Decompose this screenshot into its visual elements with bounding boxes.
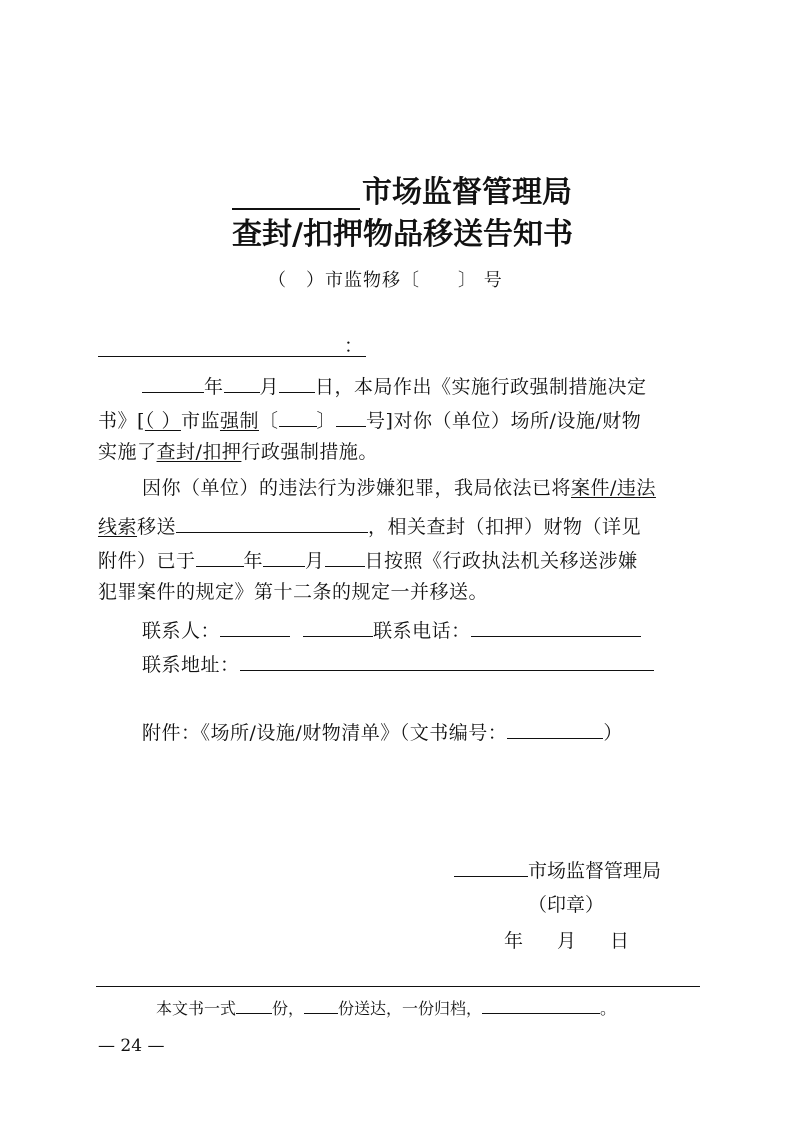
contact-person-blank-1[interactable] bbox=[220, 616, 290, 637]
year-blank[interactable] bbox=[142, 372, 204, 393]
para1-line3: 实施了查封/扣押行政强制措施。 bbox=[98, 441, 378, 463]
contact-person-blank-2[interactable] bbox=[303, 616, 373, 637]
recipient-colon: ： bbox=[344, 335, 364, 357]
para2-line3: 附件）已于 年 月 日按照《行政执法机关移送涉嫌 bbox=[98, 546, 638, 573]
agency-suffix: 市场监督管理局 bbox=[362, 175, 572, 210]
contact-person-row bbox=[142, 616, 641, 643]
attachment-row: 附件：《场所/设施/财物清单》（文书编号： ） bbox=[142, 718, 623, 745]
para2-line1: 因你（单位）的违法行为涉嫌犯罪，我局依法已将案件/违法 bbox=[142, 477, 656, 499]
para2-line2: 线索移送 ，相关查封（扣押）财物（详见 bbox=[98, 512, 641, 539]
document-number-blank[interactable] bbox=[507, 718, 603, 739]
copies-served-blank[interactable] bbox=[304, 996, 338, 1014]
month-blank[interactable] bbox=[224, 372, 260, 393]
contact-person-label: 联系人： bbox=[142, 620, 221, 642]
region-code: （ ） bbox=[144, 410, 181, 432]
case-type-b: 线索 bbox=[98, 516, 138, 538]
archive-note-blank[interactable] bbox=[482, 996, 600, 1014]
agency-title bbox=[232, 176, 572, 210]
receiving-agency-blank[interactable] bbox=[176, 512, 368, 533]
document-number: （ ）市监物移〔 〕 号 bbox=[268, 270, 503, 291]
para1-line1: 年 月 日，本局作出《实施行政强制措施决定 bbox=[142, 372, 647, 399]
signature-date: 年 月 日 bbox=[504, 930, 630, 952]
footer-divider bbox=[96, 986, 700, 987]
transfer-day-blank[interactable] bbox=[325, 546, 365, 567]
para2-line4: 犯罪案件的规定》第十二条的规定一并移送。 bbox=[98, 581, 489, 603]
contact-phone-blank[interactable] bbox=[471, 616, 641, 637]
contact-phone-label: 联系电话： bbox=[373, 620, 471, 642]
copies-total-blank[interactable] bbox=[236, 996, 272, 1014]
force-type: 强制 bbox=[219, 410, 259, 432]
signature-agency-blank[interactable] bbox=[454, 856, 528, 877]
seal-label: （印章） bbox=[528, 894, 605, 916]
footer-note: 本文书一式 份， 份送达，一份归档， 。 bbox=[156, 996, 616, 1019]
measure-type: 查封/扣押 bbox=[156, 441, 242, 463]
contact-address-label: 联系地址： bbox=[142, 654, 240, 676]
recipient-blank[interactable] bbox=[98, 356, 366, 357]
transfer-year-blank[interactable] bbox=[196, 546, 244, 567]
transfer-month-blank[interactable] bbox=[263, 546, 305, 567]
year-no-blank[interactable] bbox=[279, 406, 317, 427]
document-title: 查封/扣押物品移送告知书 bbox=[232, 217, 573, 252]
day-blank[interactable] bbox=[279, 372, 315, 393]
contact-address-row bbox=[142, 650, 654, 677]
case-type-a: 案件/违法 bbox=[571, 477, 656, 499]
signature-agency: 市场监督管理局 bbox=[454, 856, 661, 883]
serial-no-blank[interactable] bbox=[336, 406, 366, 427]
para1-line2: 书》[（ ）市监强制〔 〕 号]对你（单位）场所/设施/财物 bbox=[98, 406, 641, 433]
agency-name-blank[interactable] bbox=[232, 182, 360, 210]
page-number: — 24 — bbox=[98, 1036, 165, 1056]
contact-address-blank[interactable] bbox=[240, 650, 654, 671]
